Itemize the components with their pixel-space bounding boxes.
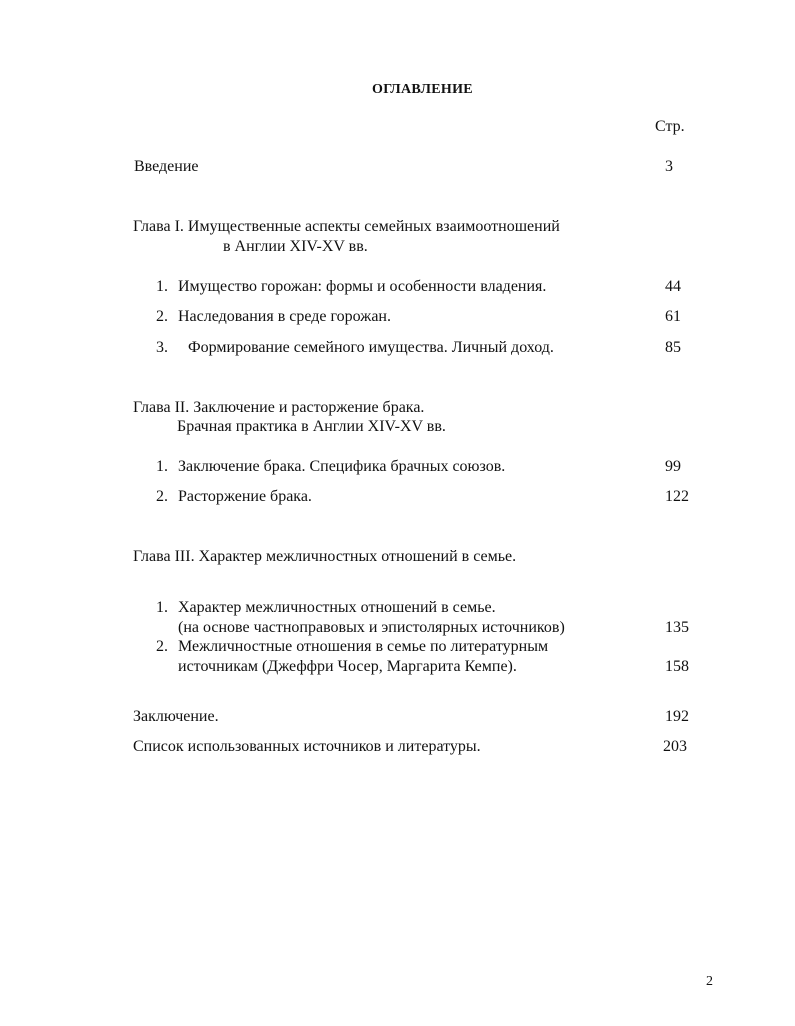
- page-number: 2: [706, 974, 713, 989]
- toc-bibliography-page: 203: [663, 738, 687, 755]
- toc-intro-label: Введение: [134, 158, 199, 175]
- toc-item-label: Наследования в среде горожан.: [178, 308, 391, 325]
- toc-bibliography-label: Список использованных источников и литературы.: [133, 738, 481, 755]
- toc-item-page: 44: [665, 278, 681, 295]
- toc-item-number: 2.: [156, 488, 168, 505]
- toc-item-label: Характер межличностных отношений в семье.: [178, 599, 496, 616]
- chapter1-heading-cont: в Англии XIV-XV вв.: [223, 238, 368, 255]
- toc-conclusion-page: 192: [665, 708, 689, 725]
- toc-item-label: Формирование семейного имущества. Личный доход.: [188, 339, 554, 356]
- toc-item-page: 135: [665, 619, 689, 636]
- toc-item-label: Расторжение брака.: [178, 488, 312, 505]
- toc-item-number: 2.: [156, 308, 168, 325]
- chapter2-heading-cont: Брачная практика в Англии XIV-XV вв.: [177, 418, 446, 435]
- toc-item-label: Межличностные отношения в семье по литературным: [178, 638, 549, 655]
- toc-intro-page: 3: [665, 158, 673, 175]
- chapter1-heading: Глава I. Имущественные аспекты семейных взаимоотношений: [133, 218, 560, 235]
- toc-item-page: 158: [665, 658, 689, 675]
- toc-item-label-cont: источникам (Джеффри Чосер, Маргарита Кемпе).: [178, 658, 517, 675]
- toc-item-page: 85: [665, 339, 681, 356]
- toc-item-label: Заключение брака. Специфика брачных союзов.: [178, 458, 506, 475]
- toc-item-page: 99: [665, 458, 681, 475]
- toc-item-number: 2.: [156, 638, 168, 655]
- toc-item-number: 3.: [156, 339, 168, 356]
- page-column-header: Стр.: [655, 118, 685, 135]
- chapter2-heading: Глава II. Заключение и расторжение брака.: [133, 399, 425, 416]
- chapter3-heading: Глава III. Характер межличностных отношений в семье.: [133, 548, 517, 565]
- toc-item-number: 1.: [156, 599, 168, 616]
- toc-item-number: 1.: [156, 458, 168, 475]
- toc-item-label: Имущество горожан: формы и особенности владения.: [178, 278, 547, 295]
- toc-item-page: 122: [665, 488, 689, 505]
- toc-item-label-cont: (на основе частноправовых и эпистолярных источников): [178, 619, 565, 636]
- toc-conclusion-label: Заключение.: [133, 708, 219, 725]
- toc-item-page: 61: [665, 308, 681, 325]
- toc-title: ОГЛАВЛЕНИЕ: [372, 82, 473, 97]
- toc-item-number: 1.: [156, 278, 168, 295]
